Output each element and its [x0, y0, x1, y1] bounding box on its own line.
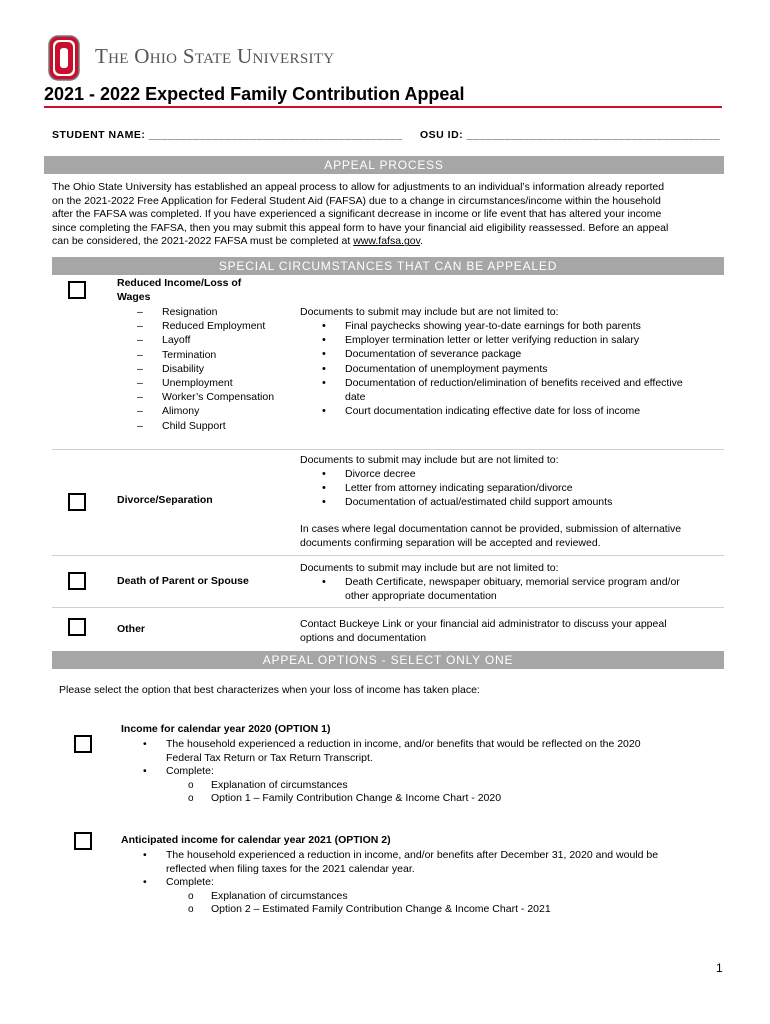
list-item: – Resignation	[137, 305, 274, 319]
list-item: • Letter from attorney indicating separation/divorce	[300, 481, 720, 495]
list-item: • The household experienced a reduction in income, and/or benefits that would be reflected on the 2020 Federal Tax Return or Tax Return Transcript.	[121, 738, 721, 765]
row-divider	[52, 607, 724, 608]
divorce-documents-list	[300, 467, 720, 510]
death-checkbox[interactable]	[68, 572, 86, 590]
list-item: • Complete: o Explanation of circumstances o Option 2 – Estimated Family Contribution Change & Income Chart - 2021	[121, 876, 721, 917]
list-item: • Divorce decree	[300, 467, 720, 481]
list-item: o Explanation of circumstances	[166, 890, 721, 904]
reduced-income-label: Reduced Income/Loss of Wages	[117, 277, 242, 303]
list-item: – Child Support	[137, 419, 274, 433]
death-documents-list	[300, 575, 720, 603]
list-item: o Explanation of circumstances	[166, 779, 721, 793]
list-item: o Option 1 – Family Contribution Change & Income Chart - 2020	[166, 792, 721, 806]
income-loss-documents-list	[300, 319, 720, 418]
list-item: – Alimony	[137, 404, 274, 418]
osu-id-field[interactable]: OSU ID: ________________________________________	[420, 129, 721, 141]
row-divider	[52, 555, 724, 556]
divorce-checkbox[interactable]	[68, 493, 86, 511]
list-item: • The household experienced a reduction in income, and/or benefits after December 31, 2020 and would be reflected when filing taxes for the 2021 calendar year.	[121, 849, 721, 876]
divorce-label: Divorce/Separation	[117, 494, 213, 506]
list-item: – Layoff	[137, 333, 274, 347]
list-item: • Final paychecks showing year-to-date earnings for both parents	[300, 319, 720, 333]
option1-details	[121, 738, 721, 806]
option2-checkbox[interactable]	[74, 832, 92, 850]
university-wordmark: The Ohio State University	[95, 44, 335, 68]
list-item: • Employer termination letter or letter verifying reduction in salary	[300, 333, 720, 347]
fafsa-link[interactable]: www.fafsa.gov	[353, 235, 421, 248]
title-divider	[44, 106, 722, 108]
list-item: – Termination	[137, 348, 274, 362]
list-item: o Option 2 – Estimated Family Contribution Change & Income Chart - 2021	[166, 903, 721, 917]
option2-title: Anticipated income for calendar year 2021 (OPTION 2)	[121, 834, 391, 846]
appeal-options-intro: Please select the option that best characterizes when your loss of income has taken place:	[59, 684, 480, 696]
list-item: • Complete: o Explanation of circumstances o Option 1 – Family Contribution Change & Income Chart - 2020	[121, 765, 721, 806]
list-item: • Death Certificate, newspaper obituary, memorial service program and/or other appropriate documentation	[300, 575, 720, 603]
option1-checkbox[interactable]	[74, 735, 92, 753]
death-label: Death of Parent or Spouse	[117, 575, 249, 587]
death-docs-intro: Documents to submit may include but are not limited to:	[300, 562, 559, 574]
other-checkbox[interactable]	[68, 618, 86, 636]
appeal-options-heading: APPEAL OPTIONS - SELECT ONLY ONE	[52, 651, 724, 669]
other-label: Other	[117, 623, 146, 635]
list-item: • Documentation of unemployment payments	[300, 362, 720, 376]
page-number: 1	[716, 961, 723, 975]
list-item: – Disability	[137, 362, 274, 376]
list-item: – Reduced Employment	[137, 319, 274, 333]
list-item: – Unemployment	[137, 376, 274, 390]
reduced-income-checkbox[interactable]	[68, 281, 86, 299]
divorce-docs-intro: Documents to submit may include but are not limited to:	[300, 454, 559, 466]
osu-block-o-logo	[48, 35, 80, 81]
option1-title: Income for calendar year 2020 (OPTION 1)	[121, 723, 331, 735]
income-loss-docs-intro: Documents to submit may include but are not limited to:	[300, 306, 559, 318]
list-item: • Documentation of actual/estimated child support amounts	[300, 495, 720, 509]
special-circumstances-heading: SPECIAL CIRCUMSTANCES THAT CAN BE APPEALED	[52, 257, 724, 275]
student-name-field[interactable]: STUDENT NAME: ________________________________________	[52, 129, 403, 141]
list-item: • Court documentation indicating effective date for loss of income	[300, 404, 720, 418]
list-item: • Documentation of reduction/elimination of benefits received and effective date	[300, 376, 720, 404]
other-instructions: Contact Buckeye Link or your financial aid administrator to discuss your appeal options and documentation	[300, 618, 667, 645]
list-item: – Worker’s Compensation	[137, 390, 274, 404]
list-item: • Documentation of severance package	[300, 347, 720, 361]
row-divider	[52, 449, 724, 450]
appeal-process-description: The Ohio State University has established an appeal process to allow for adjustments to an individual’s information already reported on the 2021-2022 Free Application for Federal Student Aid (FAFSA) due to a change in circumstances/income within the household after the FAFSA was completed. If you have experienced a significant decrease in income or life event that has altered your income since completing the FAFSA, then you may submit this appeal form to have your financial aid eligibility reassessed. Before an appeal can be considered, the 2021-2022 FAFSA must be completed at www.fafsa.gov.	[52, 181, 669, 248]
appeal-process-heading: APPEAL PROCESS	[44, 156, 724, 174]
income-loss-reasons-list	[137, 305, 274, 433]
page-title: 2021 - 2022 Expected Family Contribution Appeal	[44, 84, 465, 104]
option2-details	[121, 849, 721, 917]
divorce-note: In cases where legal documentation cannot be provided, submission of alternative documents confirming separation will be accepted and reviewed.	[300, 523, 682, 550]
